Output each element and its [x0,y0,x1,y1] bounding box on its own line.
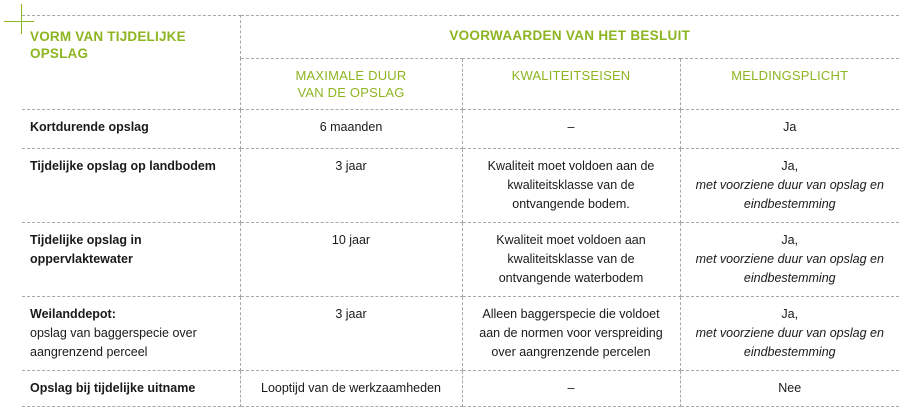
header-quality-requirements: KWALITEITSEISEN [462,59,680,110]
row-label: Tijdelijke opslag in oppervlaktewater [22,223,240,297]
table-row [22,223,899,297]
quality-cell: Kwaliteit moet voldoen aan kwaliteitsklasse van de ontvangende waterbodem [462,223,680,297]
duration-cell: 3 jaar [240,149,462,223]
quality-cell: – [462,110,680,149]
table-row [22,149,899,223]
duration-cell: Looptijd van de werkzaamheden [240,371,462,407]
table-row [22,371,899,407]
row-label: Weilanddepot: opslag van baggerspecie over aangrenzend perceel [22,297,240,371]
quality-cell: – [462,371,680,407]
header-conditions: VOORWAARDEN VAN HET BESLUIT [240,16,899,59]
notification-cell: Ja [680,110,899,149]
duration-cell: 10 jaar [240,223,462,297]
duration-cell: 6 maanden [240,110,462,149]
table-row [22,110,899,149]
table-row [22,297,899,371]
notification-cell: Ja, met voorziene duur van opslag en eindbestemming [680,297,899,371]
row-label: Opslag bij tijdelijke uitname [22,371,240,407]
row-label: Tijdelijke opslag op landbodem [22,149,240,223]
header-max-duration: MAXIMALE DUUR VAN DE OPSLAG [240,59,462,110]
quality-cell: Kwaliteit moet voldoen aan de kwaliteitsklasse van de ontvangende bodem. [462,149,680,223]
quality-cell: Alleen baggerspecie die voldoet aan de normen voor verspreiding over aangrenzende percelen [462,297,680,371]
notification-cell: Ja, met voorziene duur van opslag en eindbestemming [680,223,899,297]
duration-cell: 3 jaar [240,297,462,371]
header-storage-form: VORM VAN TIJDELIJKE OPSLAG [22,16,240,110]
header-notification-duty: MELDINGSPLICHT [680,59,899,110]
row-label: Kortdurende opslag [22,110,240,149]
notification-cell: Nee [680,371,899,407]
notification-cell: Ja, met voorziene duur van opslag en eindbestemming [680,149,899,223]
storage-conditions-table [22,15,899,407]
